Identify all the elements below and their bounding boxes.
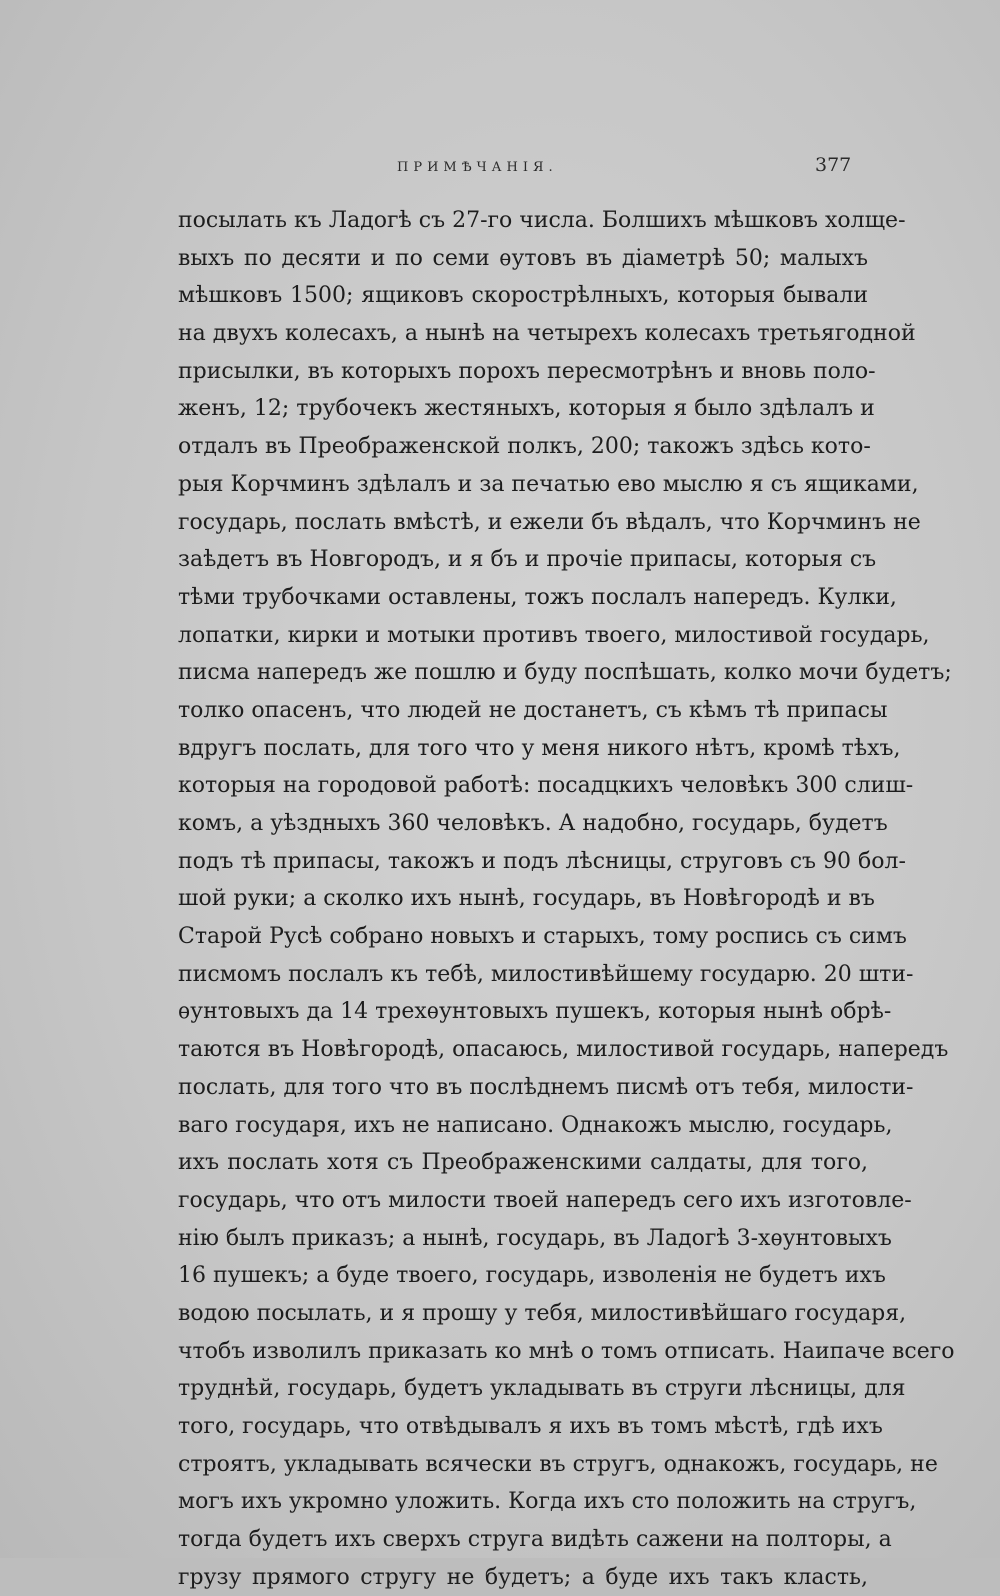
text-line: посылать къ Ладогѣ съ 27-го числа. Болшихъ мѣшковъ холще-: [178, 208, 906, 233]
text-line: женъ, 12; трубочекъ жестяныхъ, которыя я было здѣлалъ и: [178, 396, 875, 422]
text-line: чтобъ изволилъ приказать ко мнѣ о томъ отписать. Наипаче всего: [178, 1338, 955, 1364]
text-line: рыя Корчминъ здѣлалъ и за печатью ево мыслю я съ ящиками,: [178, 471, 919, 497]
text-line: 16 пушекъ; а буде твоего, государь, изволенія не будетъ ихъ: [178, 1263, 886, 1289]
text-line: писмомъ послалъ къ тебѣ, милостивѣйшему государю. 20 шти-: [178, 961, 914, 987]
text-line: того, государь, что отвѣдывалъ я ихъ въ томъ мѣстѣ, гдѣ ихъ: [178, 1414, 883, 1439]
text-line: таются въ Новѣгородѣ, опасаюсь, милостивой государь, напередъ: [178, 1037, 949, 1063]
running-title: ПРИМѢЧАНІЯ.: [397, 160, 558, 175]
text-line: подъ тѣ припасы, такожъ и подъ лѣсницы, струговъ съ 90 бол-: [178, 848, 906, 874]
text-line: отдалъ въ Преображенской полкъ, 200; такожъ здѣсь кото-: [178, 434, 871, 460]
text-line: нію былъ приказъ; а нынѣ, государь, въ Ладогѣ 3-хѳунтовыхъ: [178, 1225, 892, 1251]
text-line: вдругъ послать, для того что у меня никого нѣтъ, кромѣ тѣхъ,: [178, 735, 901, 761]
text-line: комъ, а уѣздныхъ 360 человѣкъ. А надобно, государь, будетъ: [178, 811, 888, 836]
text-line: присылки, въ которыхъ порохъ пересмотрѣнъ и вновь поло-: [178, 358, 876, 384]
text-line: Старой Русѣ собрано новыхъ и старыхъ, тому роспись съ симъ: [178, 924, 907, 950]
text-line: тѣми трубочками оставлены, тожъ послалъ напередъ. Кулки,: [178, 584, 897, 610]
text-line: труднѣй, государь, будетъ укладывать въ струги лѣсницы, для: [178, 1376, 906, 1402]
text-line: ихъ послать хотя съ Преображенскими салдаты, для того,: [178, 1150, 868, 1176]
text-line: тогда будетъ ихъ сверхъ струга видѣть сажени на полторы, а: [178, 1527, 892, 1553]
text-line: выхъ по десяти и по семи ѳутовъ въ діаметрѣ 50; малыхъ: [178, 245, 868, 271]
text-line: государь, послать вмѣстѣ, и ежели бъ вѣдалъ, что Корчминъ не: [178, 509, 921, 535]
text-line: государь, что отъ милости твоей напередъ сего ихъ изготовле-: [178, 1187, 912, 1213]
text-line: шой руки; а сколко ихъ нынѣ, государь, въ Новѣгородѣ и въ: [178, 886, 875, 912]
body-text: [178, 202, 955, 1596]
text-line: ѳунтовыхъ да 14 трехѳунтовыхъ пушекъ, которыя нынѣ обрѣ-: [178, 999, 892, 1025]
text-line: толко опасенъ, что людей не достанетъ, съ кѣмъ тѣ припасы: [178, 697, 888, 723]
text-line: заѣдетъ въ Новгородъ, и я бъ и прочіе припасы, которыя съ: [178, 547, 877, 573]
text-line: строятъ, укладывать всячески въ стругъ, однакожъ, государь, не: [178, 1451, 938, 1477]
text-line: водою посылать, и я прошу у тебя, милостивѣйшаго государя,: [178, 1300, 907, 1326]
text-line: на двухъ колесахъ, а нынѣ на четырехъ колесахъ третьягодной: [178, 321, 916, 347]
text-line: которыя на городовой работѣ: посадцкихъ человѣкъ 300 слиш-: [178, 773, 914, 799]
text-line: послать, для того что въ послѣднемъ писмѣ отъ тебя, милости-: [178, 1074, 914, 1100]
text-line: ваго государя, ихъ не написано. Однакожъ мыслю, государь,: [178, 1112, 893, 1138]
text-line: грузу прямого стругу не будетъ; а буде ихъ такъ класть,: [178, 1564, 868, 1590]
page-number: 377: [815, 154, 852, 176]
text-line: лопатки, кирки и мотыки противъ твоего, милостивой государь,: [178, 622, 930, 648]
text-line: могъ ихъ укромно уложить. Когда ихъ сто положить на стругъ,: [178, 1489, 917, 1515]
text-line: мѣшковъ 1500; ящиковъ скорострѣлныхъ, которыя бывали: [178, 283, 868, 309]
text-line: писма напередъ же пошлю и буду поспѣшать, колко мочи будетъ;: [178, 660, 952, 686]
